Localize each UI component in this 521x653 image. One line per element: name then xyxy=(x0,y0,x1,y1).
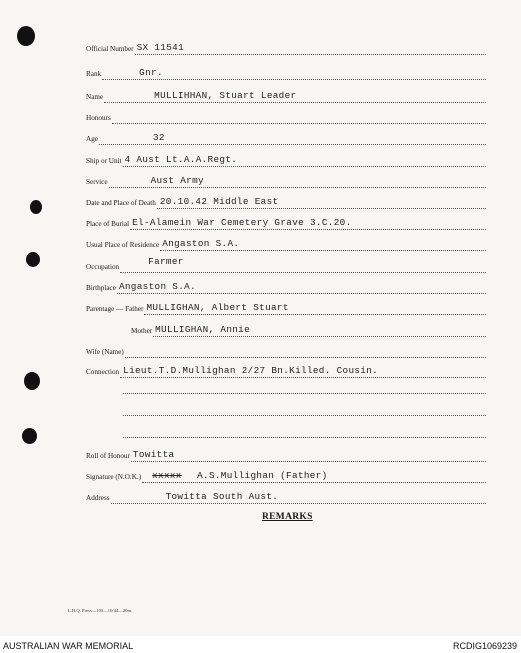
father-value: MULLIGHAN, Albert Stuart xyxy=(146,302,289,313)
father-row xyxy=(86,301,486,315)
rank-value: Gnr. xyxy=(139,67,163,78)
date-place-death-value: 20.10.42 Middle East xyxy=(159,196,279,207)
footer-record-id: RCDIG1069239 xyxy=(452,641,517,651)
official-number-value: SX 11541 xyxy=(136,42,185,53)
connection-row xyxy=(86,364,486,378)
punch-hole-mark-3 xyxy=(24,372,40,390)
date-place-death-label: Date and Place of Death xyxy=(86,199,156,207)
age-value: 32 xyxy=(152,132,165,143)
place-of-burial-value: El-Alamein War Cemetery Grave 3.C.20. xyxy=(132,217,352,228)
birthplace-value: Angaston S.A. xyxy=(118,281,197,292)
connection-line-3 xyxy=(123,414,486,416)
usual-residence-value: Angaston S.A. xyxy=(162,238,240,249)
connection-line-4 xyxy=(123,436,486,438)
signature-label: Signature (N.O.K.) xyxy=(86,473,142,481)
address-label: Address xyxy=(86,494,110,502)
roll-of-honour-value: Towitta xyxy=(132,449,175,460)
roll-of-honour-row xyxy=(86,448,486,462)
printer-imprint: L.H.Q. Press—103—10/44—20m. xyxy=(68,608,133,613)
honours-row xyxy=(86,110,486,124)
connection-line-2 xyxy=(123,392,486,394)
signature-struck-text: xxxxx xyxy=(152,470,182,481)
usual-residence-row xyxy=(86,237,486,251)
name-value: MULLIHHAN, Stuart Leader xyxy=(154,90,297,101)
occupation-row xyxy=(86,256,486,273)
roll-of-honour-label: Roll of Honour xyxy=(86,452,130,460)
ship-or-unit-row xyxy=(86,153,486,167)
birthplace-label: Birthplace xyxy=(86,284,116,292)
ship-or-unit-value: 4 Aust Lt.A.A.Regt. xyxy=(124,154,238,165)
age-label: Age xyxy=(86,135,98,143)
rank-label: Rank xyxy=(86,70,102,78)
punch-hole-mark-1 xyxy=(30,200,42,214)
connection-label: Connection xyxy=(86,368,120,376)
birthplace-row xyxy=(86,280,486,294)
official-number-row xyxy=(86,41,486,55)
signature-row xyxy=(86,469,486,483)
address-row xyxy=(86,490,486,504)
service-value: Aust Army xyxy=(150,175,204,186)
service-label: Service xyxy=(86,178,108,186)
age-row xyxy=(86,131,486,145)
occupation-label: Occupation xyxy=(86,263,120,271)
mother-label: Mother xyxy=(131,327,153,335)
punch-hole-mark-2 xyxy=(26,252,40,267)
punch-hole-mark-4 xyxy=(22,428,37,444)
ship-or-unit-label: Ship or Unit xyxy=(86,157,122,165)
footer-source: AUSTRALIAN WAR MEMORIAL xyxy=(3,641,134,651)
place-of-burial-label: Place of Burial xyxy=(86,220,130,228)
rank-row xyxy=(86,66,486,80)
service-row xyxy=(86,174,486,188)
official-number-label: Official Number xyxy=(86,45,134,53)
connection-value: Lieut.T.D.Mullighan 2/27 Bn.Killed. Cousin. xyxy=(123,365,379,376)
name-row xyxy=(86,89,486,103)
father-label: Parentage — Father xyxy=(86,305,144,313)
address-value: Towitta South Aust. xyxy=(165,491,279,502)
honours-label: Honours xyxy=(86,114,111,122)
wife-label: Wife (Name) xyxy=(86,348,124,356)
mother-row xyxy=(131,323,486,337)
date-place-death-row xyxy=(86,195,486,209)
mother-value: MULLIGHAN, Annie xyxy=(155,324,251,335)
usual-residence-label: Usual Place of Residence xyxy=(86,241,160,249)
signature-value: A.S.Mullighan (Father) xyxy=(197,470,328,481)
remarks-heading: REMARKS xyxy=(262,512,313,522)
occupation-value: Farmer xyxy=(148,256,184,267)
place-of-burial-row xyxy=(86,216,486,230)
wife-row xyxy=(86,344,486,358)
name-label: Name xyxy=(86,93,104,101)
punch-hole-top xyxy=(17,26,35,46)
